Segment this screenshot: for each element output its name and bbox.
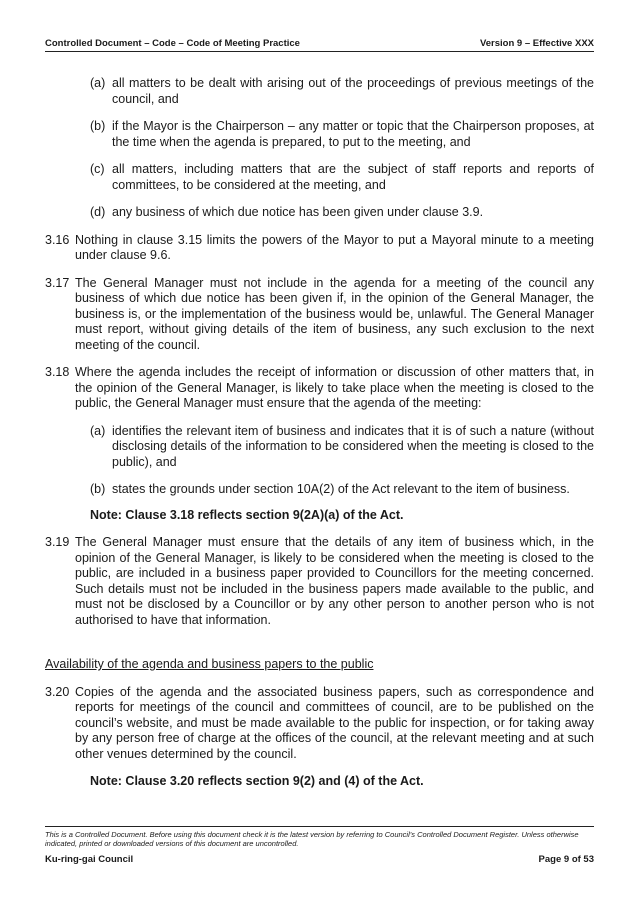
list-item: (d) any business of which due notice has been given under clause 3.9. (90, 205, 484, 219)
page-header (45, 38, 594, 52)
list-item: (b) if the Mayor is the Chairperson – any matter or topic that the Chairperson proposes, at the time when the agenda is prepared, to put to the meeting, and (90, 119, 594, 149)
clause-text: Where the agenda includes the receipt of information or discussion of other matters that, in the opinion of the General Manager, is likely to take place when the meeting is closed to the public, the General Manager must ensure that the agenda of the meeting: (75, 365, 594, 410)
list-item: (c) all matters, including matters that are the subject of staff reports and reports of committees, to be considered at the meeting, and (90, 162, 594, 192)
clause-3-16 (45, 233, 594, 264)
clause-number: 3.20 (45, 684, 70, 699)
organisation-name: Ku-ring-gai Council (45, 854, 134, 865)
clause-note: Note: Clause 3.18 reflects section 9(2A)(a) of the Act. (90, 507, 404, 522)
clause-text: The General Manager must not include in the agenda for a meeting of the council any business of which due notice has been given if, in the opinion of the General Manager, the business is, or the implementation of the business would be, unlawful. The General Manager must report, without giving details of the item of business, any such exclusion to the next meeting of the council. (75, 275, 594, 352)
clause-number: 3.19 (45, 535, 70, 549)
clause-3-18 (45, 365, 594, 412)
list-item: (a) all matters to be dealt with arising out of the proceedings of previous meetings of the council, and (90, 76, 594, 106)
clause-note: Note: Clause 3.20 reflects section 9(2) and (4) of the Act. (90, 774, 424, 788)
list-item: (a) identifies the relevant item of business and indicates that it is of such a nature (without disclosing details of the information to be considered when the meeting is closed to the public), and (90, 423, 594, 469)
clause-text: Copies of the agenda and the associated business papers, such as correspondence and reports for meetings of the council and committees of council, are to be published on the council’s website, and must be made available to the public for inspection, or for taking away by any person free of charge at the offices of the council, at the relevant meeting and at such other venues determined by the council. (75, 684, 594, 761)
clause-number: 3.17 (45, 275, 70, 290)
list-item: (b) states the grounds under section 10A(2) of the Act relevant to the item of business. (90, 482, 570, 496)
header-version: Version 9 – Effective XXX (479, 38, 594, 49)
clause-3-20 (45, 685, 594, 763)
clause-number: 3.18 (45, 365, 70, 379)
clause-text: The General Manager must ensure that the details of any item of business which, in the opinion of the General Manager, is likely to be considered when the meeting is closed to the public, are included in a business paper provided to Councillors for the meeting concerned. Such details must not be included in the business papers made available to the public, and must not be disclosed by a Councillor or by any other person to another person who is not authorised to have that information. (75, 535, 594, 627)
clause-3-19 (45, 535, 594, 628)
page-footer (45, 826, 594, 866)
section-heading: Availability of the agenda and business papers to the public (45, 657, 374, 671)
clause-number: 3.16 (45, 232, 70, 247)
page-number: Page 9 of 53 (538, 854, 594, 865)
controlled-document-disclaimer: This is a Controlled Document. Before using this document check it is the latest version by referring to Council’s Controlled Document Register. Unless otherwise indicated, printed or downloaded versions of this document are uncontrolled. (45, 830, 579, 848)
header-document-title: Controlled Document – Code – Code of Meeting Practice (45, 38, 300, 49)
clause-3-17 (45, 276, 594, 354)
clause-text: Nothing in clause 3.15 limits the powers of the Mayor to put a Mayoral minute to a meeting under clause 9.6. (75, 232, 594, 262)
document-body (45, 76, 594, 790)
